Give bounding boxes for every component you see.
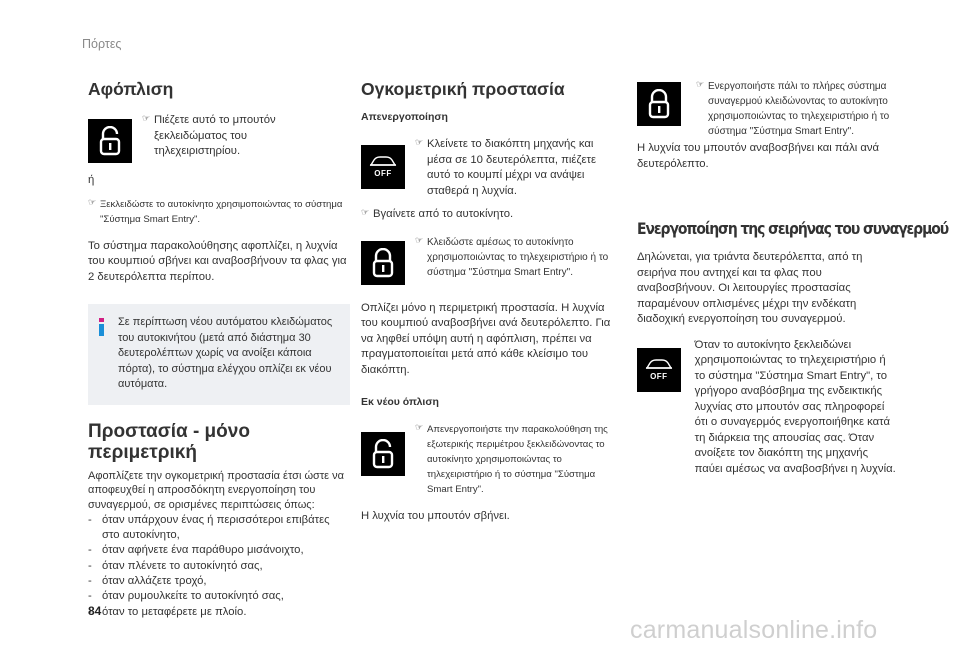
disarm-step-smart-entry xyxy=(88,197,350,227)
reactivate-step xyxy=(637,79,899,139)
car-off-icon xyxy=(361,145,405,189)
siren-unlock-text: Όταν το αυτοκίνητο ξεκλειδώνει χρησιμοποιώντας το τηλεχειριστήριο ή το σύστημα "Σύστημα Smart Entry", το γρήγορο αναβόσβημα της ενδεικτικής λυχνίας στο μπουτόν σας πληροφορεί ότι ο συναγερμός ενεργοποιήθηκε κατά τη διάρκεια της απουσίας σας. Όταν ανοίξετε τον διακόπτη της μηχανής παύει αμέσως να αναβοσβήνει η λυχνία. xyxy=(694,338,896,475)
exit-vehicle-step-text: Βγαίνετε από το αυτοκίνητο. xyxy=(373,208,514,220)
bullet-icon: ☞ xyxy=(696,79,705,89)
off-label: OFF xyxy=(650,371,668,381)
lock-step-text: Κλειδώστε αμέσως το αυτοκίνητο χρησιμοποιώντας το τηλεχειριστήριο ή το σύστημα "Σύστημα Smart Entry". xyxy=(427,236,609,278)
disarming-title: Αφόπλιση xyxy=(88,79,174,99)
deactivation-step-text: Κλείνετε το διακόπτη μηχανής και μέσα σε 10 δευτερόλεπτα, πιέζετε αυτό το κουμπί μέχρι να ανάψει σταθερά η λυχνία. xyxy=(427,138,596,197)
section-header: Πόρτες xyxy=(82,37,122,51)
rearm-description: Η λυχνία του μπουτόν σβήνει. xyxy=(361,510,510,522)
list-item: - όταν αφήνετε ένα παράθυρο μισάνοιχτο, xyxy=(88,543,350,558)
unlock-icon xyxy=(361,432,405,476)
info-notice-text: Σε περίπτωση νέου αυτόματου κλειδώματος του αυτοκινήτου (μετά από διάστημα 30 δευτερολέπτων χωρίς να ανοίξει κάποια πόρτα), το σύστημα ελέγχου οπλίζει εκ νέου αυτόματα. xyxy=(118,316,333,390)
watermark: carmanualsonline.info xyxy=(630,616,878,644)
list-item: - όταν ρυμουλκείτε το αυτοκίνητό σας, xyxy=(88,589,350,604)
reactivate-description: Η λυχνία του μπουτόν αναβοσβήνει και πάλι ανά δευτερόλεπτο. xyxy=(637,142,880,170)
siren-description: Δηλώνεται, για τριάντα δευτερόλεπτα, από τη σειρήνα που αντηχεί και τα φλας που αναβοσβήνουν. Οι λειτουργίες προστασίας παραμένουν οπλισμένες μέχρι την ενδέκατη διαδοχική ενεργοποίηση του συναγερμού. xyxy=(637,251,863,325)
list-item: - όταν πλένετε το αυτοκίνητό σας, xyxy=(88,559,350,574)
siren-title: Ενεργοποίηση της σειρήνας του συναγερμού xyxy=(637,220,949,238)
column-volumetric xyxy=(361,79,623,525)
list-item: - όταν το μεταφέρετε με πλοίο. xyxy=(88,605,350,620)
disarm-step-remote-text: Πιέζετε αυτό το μπουτόν ξεκλειδώματος του τηλεχειριστηρίου. xyxy=(154,114,276,157)
reactivate-step-text: Ενεργοποιήστε πάλι το πλήρες σύστημα συναγερμού κλειδώνοντας το αυτοκίνητο χρησιμοποιώντας το τηλεχειριστήριο ή το σύστημα "Σύστημα Smart Entry". xyxy=(708,81,890,137)
deactivation-step xyxy=(361,137,623,199)
perimeter-description: Αφοπλίζετε την ογκομετρική προστασία έτσι ώστε να αποφευχθεί η απροσδόκητη ενεργοποίηση του συναγερμού, σε ορισμένες περιπτώσεις όπως: xyxy=(88,469,344,512)
car-off-icon xyxy=(637,348,681,392)
column-disarming xyxy=(88,79,350,620)
lock-icon xyxy=(361,241,405,285)
disarm-step-smart-entry-text: Ξεκλειδώστε το αυτοκίνητο χρησιμοποιώντας το σύστημα "Σύστημα Smart Entry". xyxy=(100,198,343,225)
info-notice xyxy=(88,304,350,405)
volumetric-title: Ογκομετρική προστασία xyxy=(361,79,565,99)
lock-step xyxy=(361,235,623,285)
bullet-icon: ☞ xyxy=(415,137,424,147)
lock-icon xyxy=(637,82,681,126)
off-label: OFF xyxy=(374,169,392,178)
column-siren xyxy=(637,79,949,477)
info-icon xyxy=(99,318,104,334)
or-text: ή xyxy=(88,174,95,186)
list-item: - όταν υπάρχουν ένας ή περισσότεροι επιβάτες στο αυτοκίνητο, xyxy=(88,513,350,544)
siren-unlock-step xyxy=(637,338,899,478)
volumetric-description: Οπλίζει μόνο η περιμετρική προστασία. Η λυχνία του κουμπιού αναβοσβήνει ανά δευτερόλεπτο. Για να ληφθεί υπόψη αυτή η αφόπλιση, πρέπει να πραγματοποιείται μετά από κάθε κλείσιμο του διακόπτη. xyxy=(361,301,611,376)
bullet-icon: ☞ xyxy=(88,196,97,207)
bullet-icon: ☞ xyxy=(142,113,151,123)
deactivation-subtitle: Απενεργοποίηση xyxy=(361,111,448,123)
perimeter-title: Προστασία - μόνο περιμετρική xyxy=(88,420,250,463)
rearm-step-text: Απενεργοποιήστε την παρακολούθηση της εξωτερικής περιμέτρου ξεκλειδώνοντας το αυτοκίνητο χρησιμοποιώντας το τηλεχειριστήριο ή το σύστημα "Σύστημα Smart Entry". xyxy=(427,424,608,495)
page-number: 84 xyxy=(88,604,102,618)
disarm-step-remote xyxy=(88,113,350,163)
bullet-icon: ☞ xyxy=(415,234,424,245)
bullet-icon: ☞ xyxy=(415,422,424,432)
bullet-icon: ☞ xyxy=(361,207,370,217)
disarm-description: Το σύστημα παρακολούθησης αφοπλίζει, η λυχνία του κουμπιού σβήνει και αναβοσβήνουν τα φλας για 2 δευτερόλεπτα περίπου. xyxy=(88,239,347,283)
perimeter-cases-list xyxy=(88,513,350,620)
rearm-step xyxy=(361,422,623,497)
unlock-icon xyxy=(88,119,132,163)
rearm-subtitle: Εκ νέου όπλιση xyxy=(361,396,439,408)
exit-vehicle-step xyxy=(361,207,623,223)
list-item: - όταν αλλάζετε τροχό, xyxy=(88,574,350,589)
